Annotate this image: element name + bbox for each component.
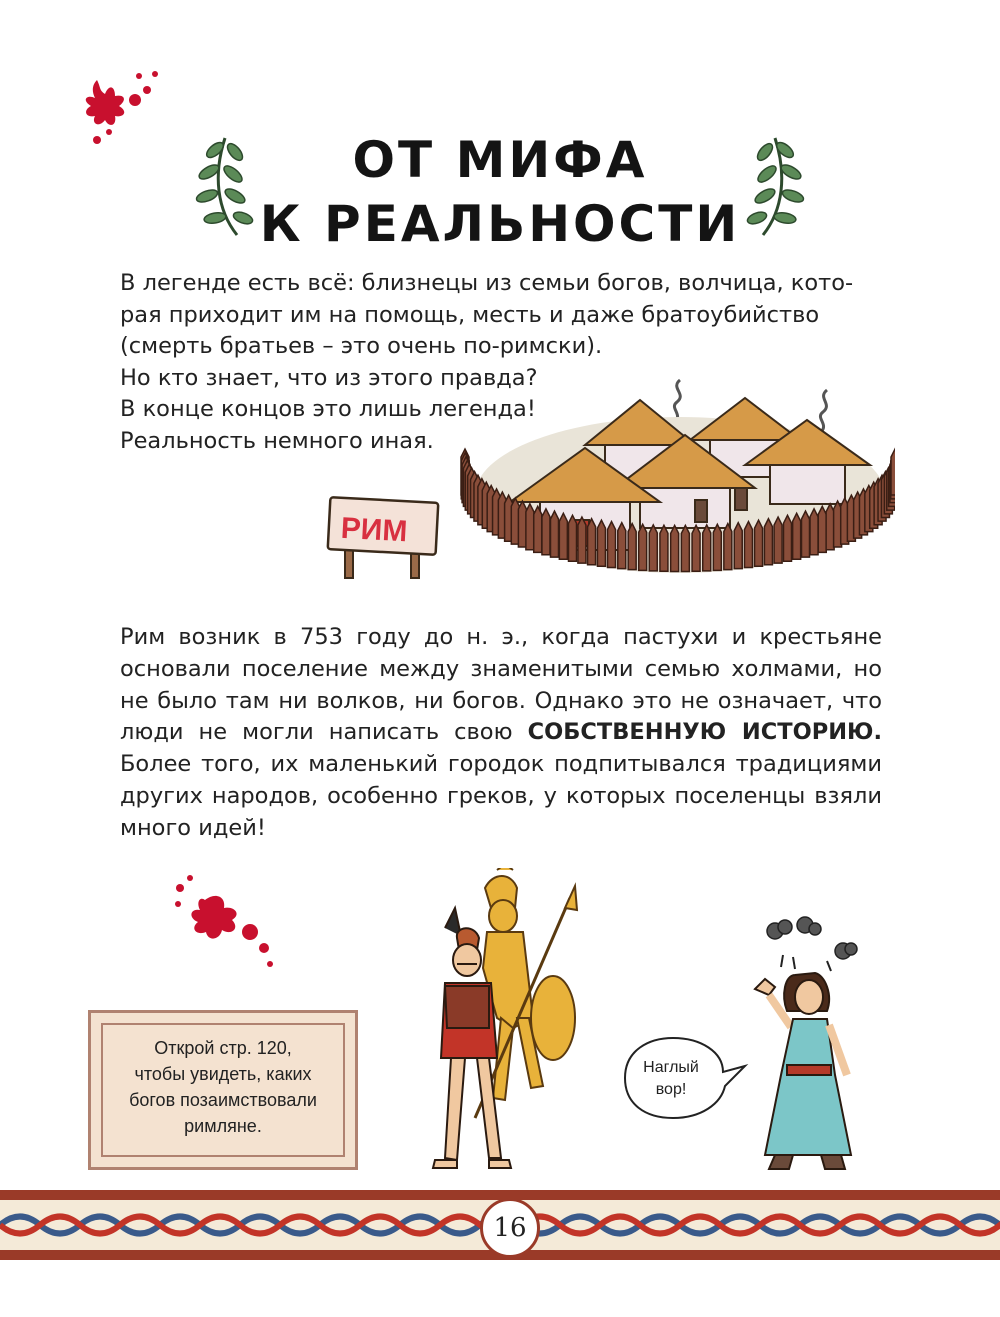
palisade-stake — [569, 515, 577, 561]
palisade-stake — [734, 523, 742, 569]
intro-line: Реальность немного иная. — [120, 427, 434, 454]
palisade-stake — [597, 520, 605, 566]
palisade-stake — [526, 504, 534, 550]
info-box-text — [107, 1035, 339, 1139]
history-text-before: Рим возник в 753 году до н. э., когда пастухи и крестьяне основали поселение между знаменитыми семью холмами, но не было там ни волков, ни богов. Однако это не означает, что люди не могли написать свою — [120, 624, 882, 746]
intro-line: В конце концов это лишь легенда! — [120, 396, 536, 422]
history-bold-phrase: СОБСТВЕННУЮ ИСТОРИЮ. — [527, 719, 882, 746]
blood-splatter-top — [75, 70, 165, 155]
palisade-stake — [724, 524, 732, 570]
palisade-stake — [681, 525, 689, 571]
title-line-1: ОТ МИФА — [352, 131, 648, 189]
intro-line: В легенде есть всё: близнецы из семьи богов, волчица, кото- — [120, 270, 854, 296]
info-box-line: богов позаимствовали — [129, 1090, 317, 1110]
palisade-stake — [534, 506, 542, 552]
palisade-stake — [588, 519, 596, 565]
intro-line: (смерть братьев – это очень по-римски). — [120, 333, 603, 359]
speech-bubble — [615, 1032, 750, 1127]
rome-sign — [325, 492, 445, 582]
soldier-with-statue-illustration — [405, 868, 605, 1178]
palisade-stake — [802, 511, 810, 557]
palisade-stake — [713, 524, 721, 570]
palisade-stake — [784, 515, 792, 561]
info-box-line: Открой стр. 120, — [154, 1038, 292, 1058]
info-box-line: римляне. — [184, 1116, 262, 1136]
title-line-2: К РЕАЛЬНОСТИ — [259, 195, 741, 253]
intro-line: рая приходит им на помощь, месть и даже братоубийство — [120, 301, 820, 328]
palisade-stake — [671, 525, 679, 571]
history-text-after: Более того, их маленький городок подпитывался традициями других народов, особенно греков, у которых поселенцы взяли много идей! — [120, 751, 882, 841]
palisade-stake — [639, 524, 647, 570]
laurel-right-icon — [745, 130, 805, 240]
speech-line-1: Наглый — [643, 1059, 699, 1076]
palisade-stake — [550, 511, 558, 557]
palisade-stake — [559, 513, 567, 559]
palisade-stake — [744, 522, 752, 568]
palisade-stake — [818, 506, 826, 552]
info-box-line: чтобы увидеть, каких — [134, 1064, 312, 1084]
palisade-stake — [649, 525, 657, 571]
palisade-stake — [774, 517, 782, 563]
page-title — [250, 128, 750, 256]
palisade-stake — [793, 513, 801, 559]
palisade-stake — [618, 523, 626, 569]
laurel-left-icon — [195, 130, 255, 240]
page-number: 16 — [480, 1198, 540, 1258]
palisade-stake — [608, 522, 616, 568]
palisade-stake — [810, 509, 818, 555]
palisade-stake — [692, 525, 700, 571]
village-illustration — [455, 370, 895, 590]
sign-label: РИМ — [339, 511, 409, 549]
palisade-stake — [660, 525, 668, 571]
blood-splatter-middle — [160, 870, 280, 970]
speech-line-2: вор! — [655, 1081, 687, 1098]
history-paragraph — [120, 622, 882, 845]
palisade-stake — [578, 517, 586, 563]
palisade-stake — [542, 509, 550, 555]
angry-woman-illustration — [735, 915, 875, 1175]
palisade-stake — [755, 520, 763, 566]
intro-line: Но кто знает, что из этого правда? — [120, 364, 538, 391]
palisade-stake — [703, 525, 711, 571]
palisade-stake — [891, 449, 895, 495]
palisade-stake — [628, 524, 636, 570]
palisade-stake — [764, 519, 772, 565]
info-box — [88, 1010, 358, 1170]
